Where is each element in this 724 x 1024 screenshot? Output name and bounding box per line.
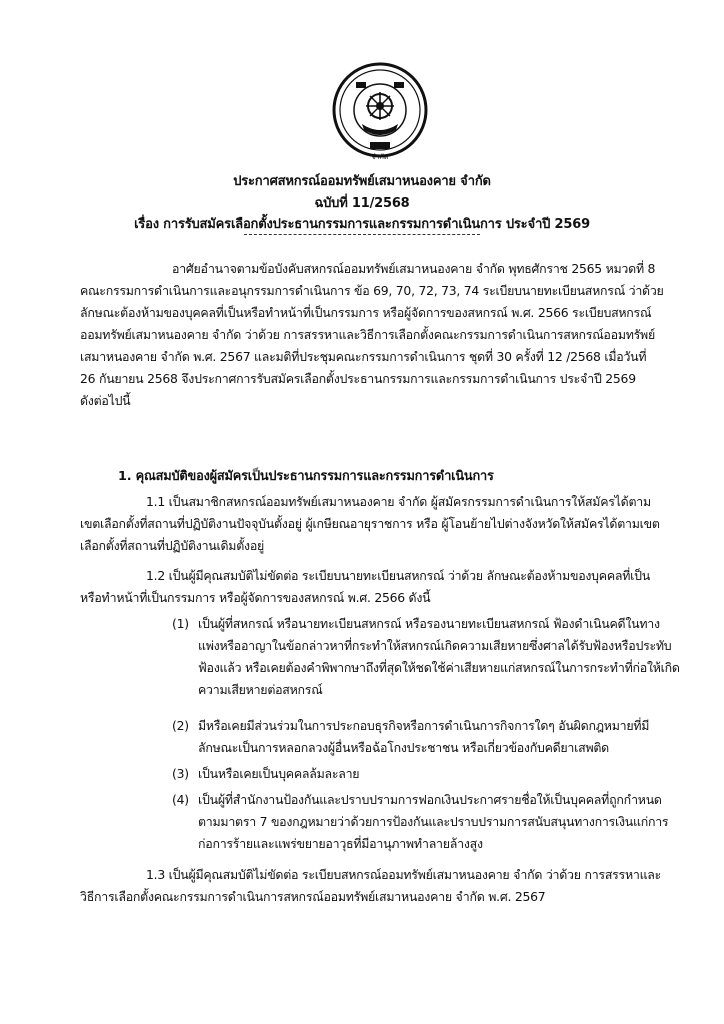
seal-text-bottom: จำกัด [371,153,389,161]
paragraph-line: มีหรือเคยมีส่วนร่วมในการประกอบธุรกิจหรือการดำเนินการกิจการใดๆ อันผิดกฎหมายที่มี [198,718,650,733]
paragraph-line: เขตเลือกตั้งที่สถานที่ปฏิบัติงานปัจจุบันตั้งอยู่ ผู้เกษียณอายุราชการ หรือ ผู้โอนย้ายไปต่างจังหวัดให้สมัครได้ตามเขต [80,516,660,531]
paragraph-line: ออมทรัพย์เสมาหนองคาย จำกัด ว่าด้วย การสรรหาและวิธีการเลือกตั้งคณะกรรมการดำเนินการสหกรณ์ออมทรัพย์ [80,327,655,342]
paragraph-line: วิธีการเลือกตั้งคณะกรรมการดำเนินการสหกรณ์ออมทรัพย์เสมาหนองคาย จำกัด พ.ศ. 2567 [80,889,546,904]
paragraph-line: ก่อการร้ายและแพร่ขยายอาวุธที่มีอานุภาพทำลายล้างสูง [198,836,483,851]
paragraph-line: เป็นผู้ที่สหกรณ์ หรือนายทะเบียนสหกรณ์ หรือรองนายทะเบียนสหกรณ์ ฟ้องดำเนินคดีในทาง [198,616,660,631]
item-number: (1) [172,616,189,631]
paragraph-line: หรือทำหน้าที่เป็นกรรมการ หรือผู้จัดการของสหกรณ์ พ.ศ. 2566 ดังนี้ [80,590,431,605]
clause-1-3 [80,864,661,908]
item-text [198,789,668,855]
document-title: ประกาศสหกรณ์ออมทรัพย์เสมาหนองคาย จำกัด [233,174,491,189]
paragraph-line: อาศัยอำนาจตามข้อบังคับสหกรณ์ออมทรัพย์เสมาหนองคาย จำกัด พุทธศักราช 2565 หมวดที่ 8 [172,261,656,276]
clause-1-1 [80,491,660,557]
paragraph-line: เสมาหนองคาย จำกัด พ.ศ. 2567 และมติที่ประชุมคณะกรรมการดำเนินการ ชุดที่ 30 ครั้งที่ 12 /2568 เมื่อวันที่ [80,349,647,364]
item-number: (3) [172,766,189,781]
item-text [198,613,680,701]
clause-1-2 [80,565,650,609]
paragraph-line: เป็นผู้ที่สำนักงานป้องกันและปราบปรามการฟอกเงินประกาศรายชื่อให้เป็นบุคคลที่ถูกกำหนด [198,792,662,807]
paragraph-line: เลือกตั้งที่สถานที่ปฏิบัติงานเดิมตั้งอยู่ [80,538,265,553]
item-text [198,715,649,759]
paragraph-line: เป็นหรือเคยเป็นบุคคลล้มละลาย [198,766,360,781]
item-number: (2) [172,718,189,733]
item-text [198,763,359,785]
cooperative-seal-icon [332,60,428,164]
section-heading: 1. คุณสมบัติของผู้สมัครเป็นประธานกรรมการและกรรมการดำเนินการ [118,469,494,484]
issue-number: ฉบับที่ 11/2568 [314,196,410,211]
paragraph-line: ดังต่อไปนี้ [80,393,131,408]
paragraph-line: ความเสียหายต่อสหกรณ์ [198,682,323,697]
paragraph-line: 1.3 เป็นผู้มีคุณสมบัติไม่ขัดต่อ ระเบียบสหกรณ์ออมทรัพย์เสมาหนองคาย จำกัด ว่าด้วย การสรรหาและ [146,867,662,882]
paragraph-line: ตามมาตรา 7 ของกฎหมายว่าด้วยการป้องกันและปราบปรามการสนับสนุนทางการเงินแก่การ [198,814,669,829]
document-subject: เรื่อง การรับสมัครเลือกตั้งประธานกรรมการและกรรมการดำเนินการ ประจำปี 2569 [134,217,590,232]
item-number: (4) [172,792,189,807]
paragraph-line: ลักษณะเป็นการหลอกลวงผู้อื่นหรือฉ้อโกงประชาชน หรือเกี่ยวข้องกับคดียาเสพติด [198,740,609,755]
paragraph-line: แพ่งหรืออาญาในข้อกล่าวหาที่กระทำให้สหกรณ์เกิดความเสียหายซึ่งศาลได้รับฟ้องหรือประทับ [198,638,672,653]
paragraph-line: ฟ้องแล้ว หรือเคยต้องคำพิพากษาถึงที่สุดให้ชดใช้ค่าเสียหายแก่สหกรณ์ในการกระทำที่ก่อให้เกิด [198,660,680,675]
paragraph-line: 1.2 เป็นผู้มีคุณสมบัติไม่ขัดต่อ ระเบียบนายทะเบียนสหกรณ์ ว่าด้วย ลักษณะต้องห้ามของบุคคลที่เป็น [146,568,650,583]
paragraph-line: 26 กันยายน 2568 จึงประกาศการรับสมัครเลือกตั้งประธานกรรมการและกรรมการดำเนินการ ประจำปี 2569 [80,371,636,386]
paragraph-line: 1.1 เป็นสมาชิกสหกรณ์ออมทรัพย์เสมาหนองคาย จำกัด ผู้สมัครกรรมการดำเนินการให้สมัครได้ตาม [146,494,651,509]
divider-line [244,234,480,235]
intro-paragraph [80,258,664,412]
paragraph-line: คณะกรรมการดำเนินการและอนุกรรมการดำเนินการ ข้อ 69, 70, 72, 73, 74 ระเบียบนายทะเบียนสหกรณ์ ว่าด้วย [80,283,664,298]
paragraph-line: ลักษณะต้องห้ามของบุคคลที่เป็นหรือทำหน้าที่เป็นกรรมการ หรือผู้จัดการของสหกรณ์ พ.ศ. 2566 ระเบียบสหกรณ์ [80,305,652,320]
